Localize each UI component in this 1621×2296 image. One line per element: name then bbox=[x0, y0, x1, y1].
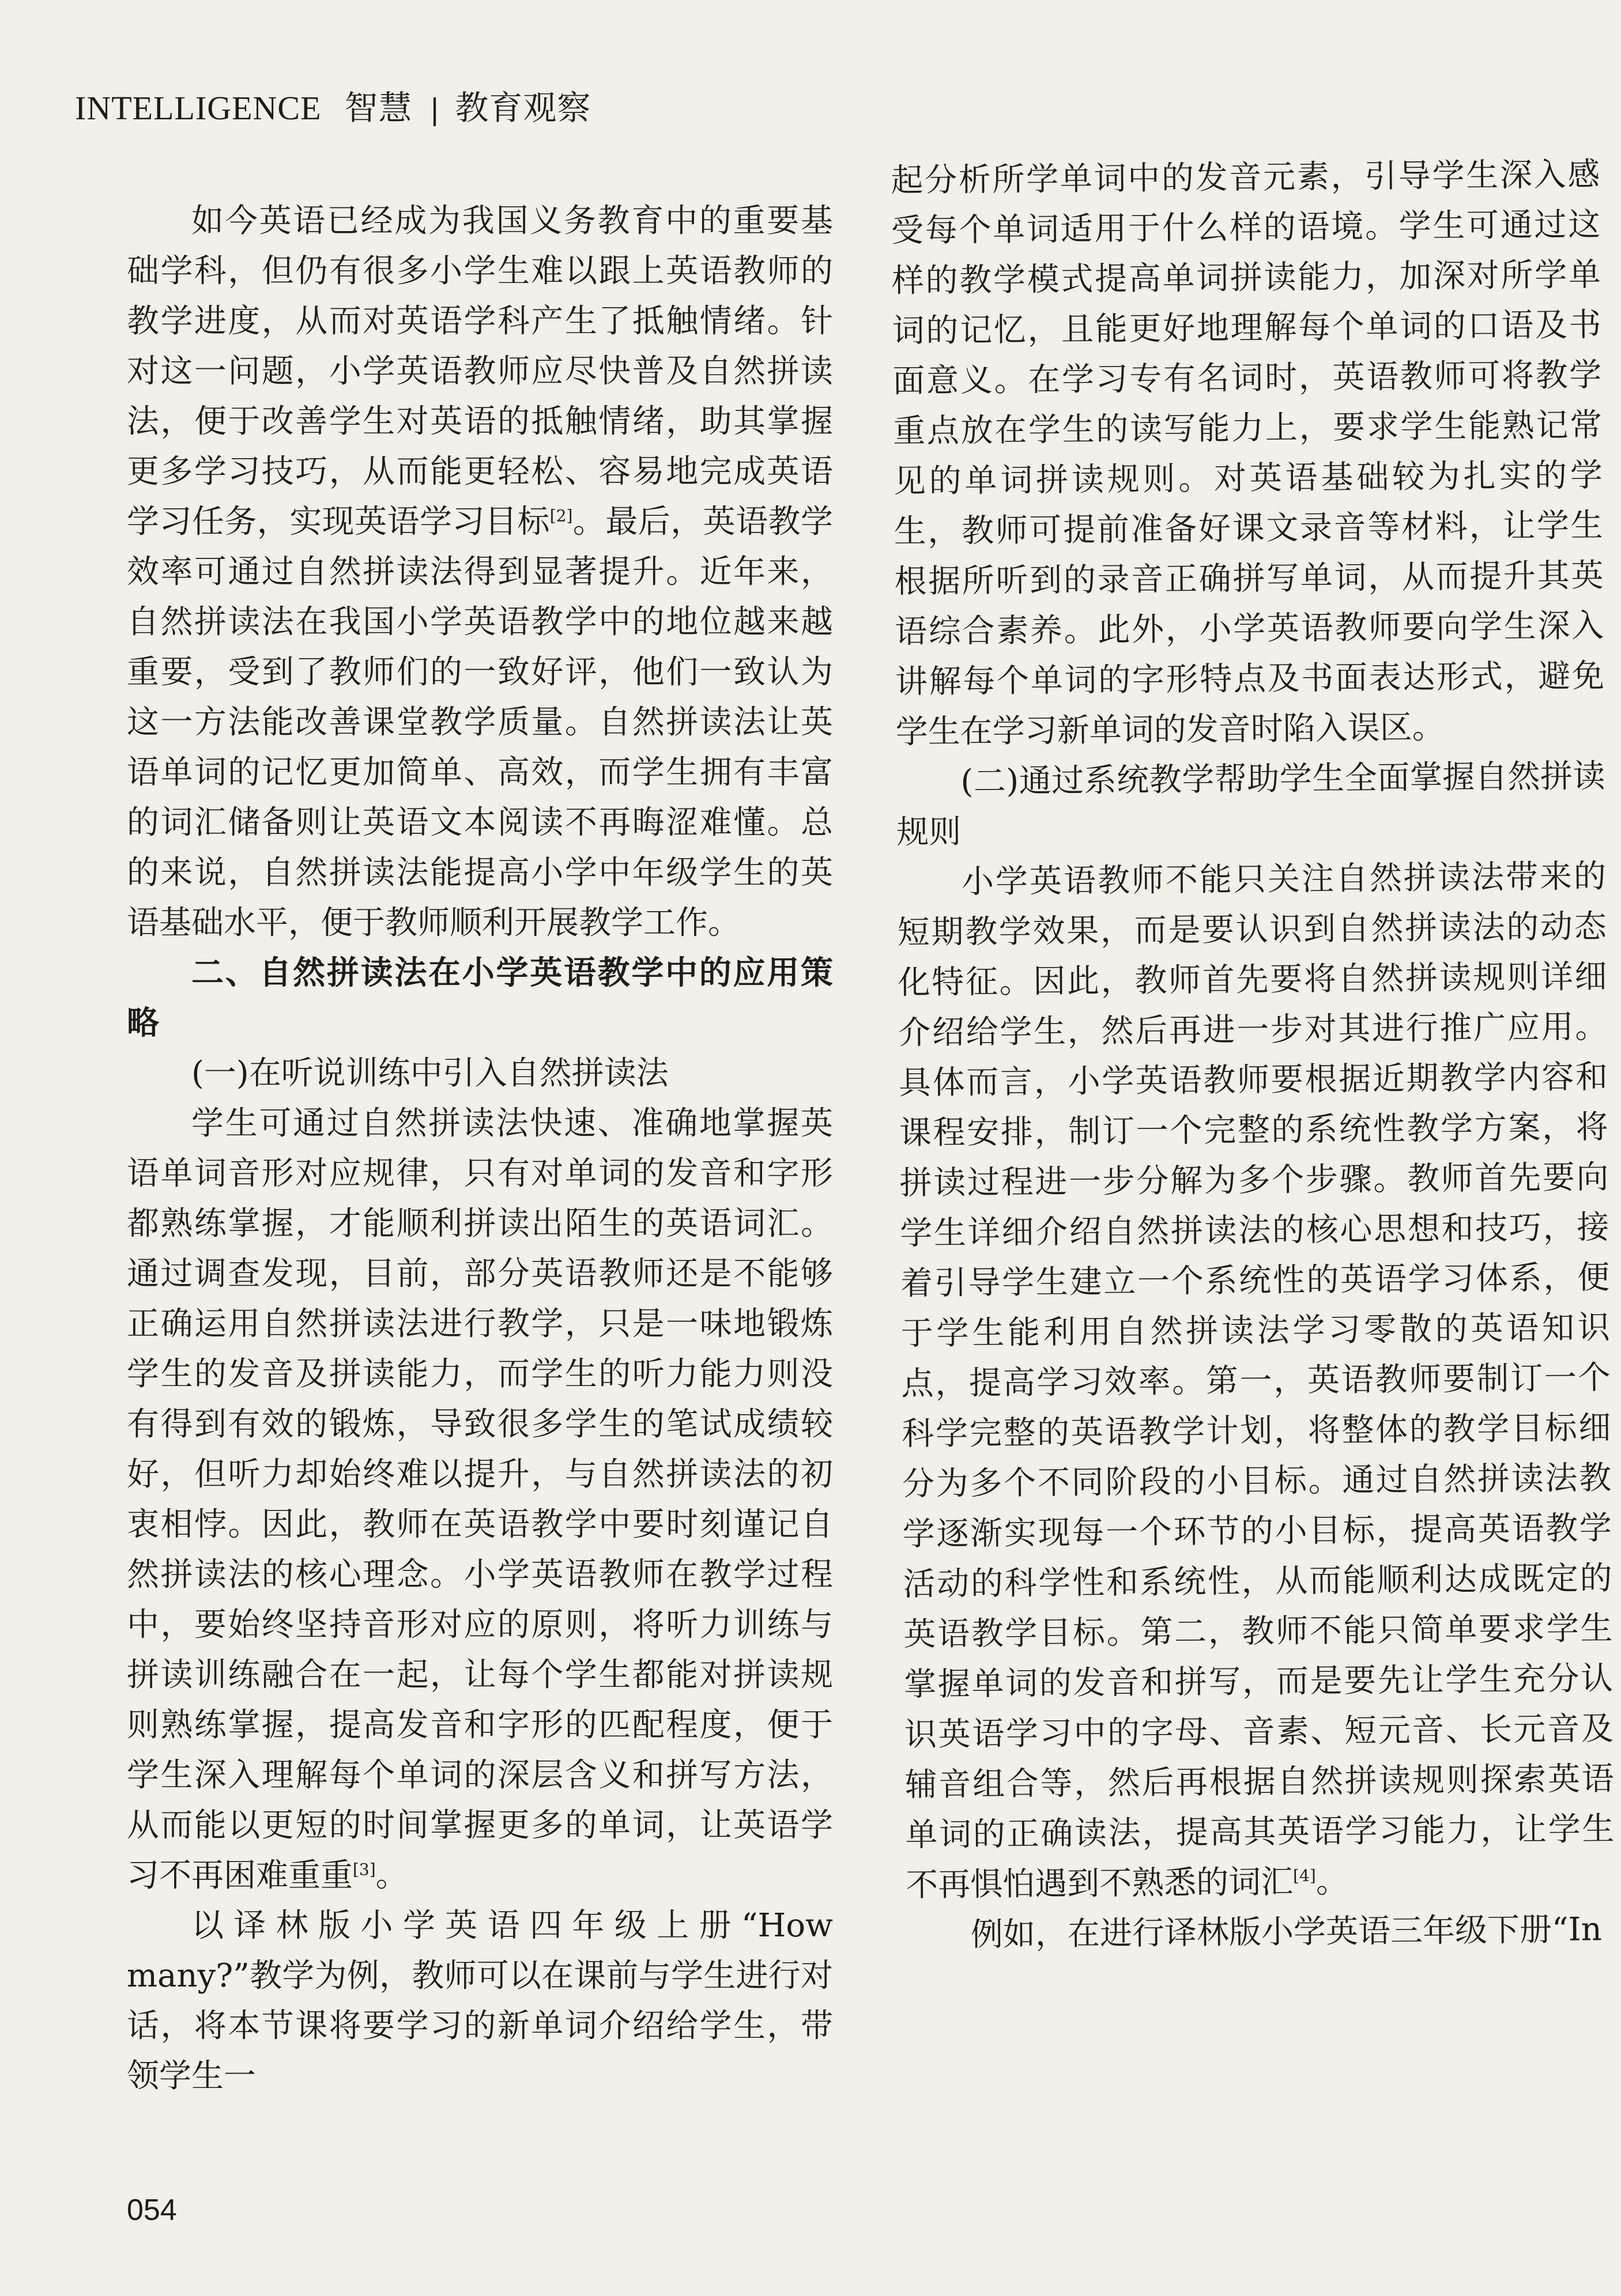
subsection-heading: (一)在听说训练中引入自然拼读法 bbox=[191, 1055, 669, 1092]
left-column bbox=[127, 196, 833, 2101]
citation-ref: [3] bbox=[353, 1860, 376, 1879]
section-name: 教育观察 bbox=[455, 88, 591, 127]
paragraph bbox=[127, 1098, 833, 1901]
subsection-heading: (二)通过系统教学帮助学生全面掌握自然拼读规则 bbox=[896, 757, 1605, 851]
paragraph-text: 如今英语已经成为我国义务教育中的重要基础学科，但仍有很多小学生难以跟上英语教师的教学进度，从而对英语学科产生了抵触情绪。针对这一问题，小学英语教师应尽快普及自然拼读法，便于改善学生对英语的抵触情绪，助其掌握更多学习技巧，从而能更轻松、容易地完成英语学习任务，实现英语学习目标 bbox=[127, 202, 833, 541]
paragraph: 起分析所学单词中的发音元素，引导学生深入感受每个单词适用于什么样的语境。学生可通过这样的教学模式提高单词拼读能力，加深对所学单词的记忆，且能更好地理解每个单词的口语及书面意义。在学习专有名词时，英语教师可将教学重点放在学生的读写能力上，要求学生能熟记常见的单词拼读规则。对英语基础较为扎实的学生，教师可提前准备好课文录音等材料，让学生根据所听到的录音正确拼写单词，从而提升其英语综合素养。此外，小学英语教师要向学生深入讲解每个单词的字形特点及书面表达形式，避免学生在学习新单词的发音时陷入误区。 bbox=[891, 156, 1605, 751]
citation-ref: [4] bbox=[1292, 1866, 1316, 1886]
paragraph-text: 。 bbox=[1315, 1863, 1349, 1901]
header-separator: | bbox=[429, 93, 440, 126]
paragraph bbox=[127, 196, 833, 948]
citation-ref: [2] bbox=[549, 506, 573, 526]
journal-brand: INTELLIGENCE bbox=[75, 89, 322, 127]
section-heading: 二、自然拼读法在小学英语教学中的应用策略 bbox=[127, 954, 833, 1042]
paragraph-text: 小学英语教师不能只关注自然拼读法带来的短期教学效果，而是要认识到自然拼读法的动态化特征。因此，教师首先要将自然拼读规则详细介绍给学生，然后再进一步对其进行推广应用。具体而言，小学英语教师要根据近期教学内容和课程安排，制订一个完整的系统性教学方案，将拼读过程进一步分解为多个步骤。教师首先要向学生详细介绍自然拼读法的核心思想和技巧，接着引导学生建立一个系统性的英语学习体系，便于学生能利用自然拼读法学习零散的英语知识点，提高学习效率。第一，英语教师要制订一个科学完整的英语教学计划，将整体的教学目标细分为多个不同阶段的小目标。通过自然拼读法教学逐渐实现每一个环节的小目标，提高英语教学活动的科学性和系统性，从而能顺利达成既定的英语教学目标。第二，教师不能只简单要求学生掌握单词的发音和拼写，而是要先让学生充分认识英语学习中的字母、音素、短元音、长元音及辅音组合等，然后再根据自然拼读规则探索英语单词的正确读法，提高其英语学习能力，让学生不再惧怕遇到不熟悉的词汇 bbox=[897, 858, 1615, 1904]
running-header bbox=[75, 81, 591, 129]
paragraph: 以译林版小学英语四年级上册“How many?”教学为例，教师可以在课前与学生进行对话，将本节课将要学习的新单词介绍给学生，带领学生一 bbox=[127, 1907, 833, 2095]
paragraph bbox=[897, 851, 1615, 1910]
paragraph-text: 。 bbox=[375, 1857, 408, 1894]
paragraph-text: 。最后，英语教学效率可通过自然拼读法得到显著提升。近年来，自然拼读法在我国小学英语教学中的地位越来越重要，受到了教师们的一致好评，他们一致认为这一方法能改善课堂教学质量。自然拼读法让英语单词的记忆更加简单、高效，而学生拥有丰富的词汇储备则让英语文本阅读不再晦涩难懂。总的来说，自然拼读法能提高小学中年级学生的英语基础水平，便于教师顺利开展教学工作。 bbox=[127, 503, 834, 942]
journal-brand-cn: 智慧 bbox=[344, 88, 413, 127]
paragraph: 例如，在进行译林版小学英语三年级下册“In bbox=[970, 1910, 1603, 1954]
right-column bbox=[891, 149, 1615, 1961]
paragraph-text: 学生可通过自然拼读法快速、准确地掌握英语单词音形对应规律，只有对单词的发音和字形都熟练掌握，才能顺利拼读出陌生的英语词汇。通过调查发现，目前，部分英语教师还是不能够正确运用自然拼读法进行教学，只是一味地锻炼学生的发音及拼读能力，而学生的听力能力则没有得到有效的锻炼，导致很多学生的笔试成绩较好，但听力却始终难以提升，与自然拼读法的初衷相悖。因此，教师在英语教学中要时刻谨记自然拼读法的核心理念。小学英语教师在教学过程中，要始终坚持音形对应的原则，将听力训练与拼读训练融合在一起，让每个学生都能对拼读规则熟练掌握，提高发音和字形的匹配程度，便于学生深入理解每个单词的深层含义和拼写方法，从而能以更短的时间掌握更多的单词，让英语学习不再困难重重 bbox=[127, 1105, 833, 1894]
page-number: 054 bbox=[127, 2193, 177, 2227]
